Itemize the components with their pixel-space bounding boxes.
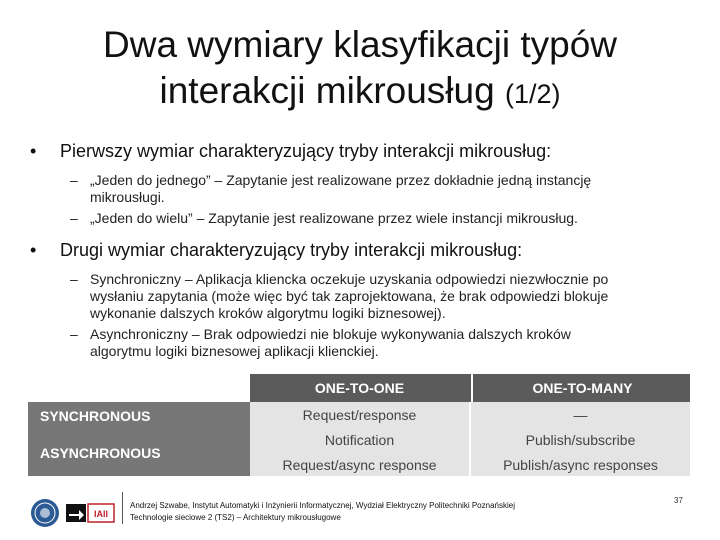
sub-line: algorytmu logiki biznesowej aplikacji klienckiej. [90,343,379,359]
bullet-dot: • [30,240,37,260]
table-header-row [250,374,690,402]
slide-title [0,22,720,117]
bullet-2 [30,239,700,261]
sub-dash: – [70,210,78,226]
bullet-1-sub-2 [30,210,700,227]
title-suffix: (1/2) [504,79,561,109]
footer-text [130,500,515,524]
title-line-1: Dwa wymiary klasyfikacji typów [103,24,617,65]
bullet-2-sub-2 [30,326,700,360]
sub-dash: – [70,326,78,342]
sub-line: Synchroniczny – Aplikacja kliencka oczekuje uzyskania odpowiedzi niezwłocznie po [90,271,609,287]
bullet-2-text: Drugi wymiar charakteryzujący tryby interakcji mikrousług: [60,240,523,260]
title-line-2 [0,68,720,117]
sub-line: Asynchroniczny – Brak odpowiedzi nie blokuje wykonywania dalszych kroków [90,326,571,342]
footer-line-2: Technologie sieciowe 2 (TS2) – Architektury mikrousługowe [130,513,341,522]
sub-line: „Jeden do jednego” – Zapytanie jest realizowane przez dokładnie jedną instancję [90,172,592,188]
cell-sync-one-to-many: — [573,407,588,423]
footer-separator [122,492,123,524]
footer-line-1: Andrzej Szwabe, Instytut Automatyki i Inżynierii Informatycznej, Wydział Elektryczny Politechniki Poznańskiej [130,501,515,510]
row-label-asynchronous: ASYNCHRONOUS [40,445,161,461]
sub-dash: – [70,172,78,188]
iaii-logo-text: IAII [93,509,109,519]
bullet-1-text: Pierwszy wymiar charakteryzujący tryby interakcji mikrousług: [60,141,552,161]
row-label-synchronous: SYNCHRONOUS [40,408,151,424]
bullet-1-sub-1 [30,172,700,206]
bullet-1 [30,140,700,162]
sub-line: wysłaniu zapytania (może więc być tak zaprojektowana, że brak odpowiedzi blokuje [90,288,609,304]
university-seal-logo [30,498,60,528]
header-one-to-one: ONE-TO-ONE [314,380,405,396]
page-number: 37 [674,496,683,505]
cell-async-one-to-one-a: Notification [324,432,395,448]
header-one-to-many: ONE-TO-MANY [471,374,692,402]
iaii-institute-logo [66,500,116,526]
cell-async-one-to-many-a: Publish/subscribe [525,432,636,448]
cell-async-one-to-many-b: Publish/async responses [503,457,658,473]
bullet-dot: • [30,141,37,161]
table-row-headers [28,402,250,476]
title-main: interakcji mikrousług [159,70,495,111]
sub-line: wykonanie dalszych kroków algorytmu logiki biznesowej). [90,305,446,321]
cell-sync-one-to-one: Request/response [302,407,417,423]
bullet-list [30,140,700,360]
cell-async-one-to-one-b: Request/async response [282,457,437,473]
sub-line: mikrousługi. [90,189,165,205]
interaction-styles-table [28,374,690,476]
sub-line: „Jeden do wielu” – Zapytanie jest realizowane przez wiele instancji mikrousług. [90,210,578,226]
bullet-2-sub-1 [30,271,700,322]
sub-dash: – [70,271,78,287]
